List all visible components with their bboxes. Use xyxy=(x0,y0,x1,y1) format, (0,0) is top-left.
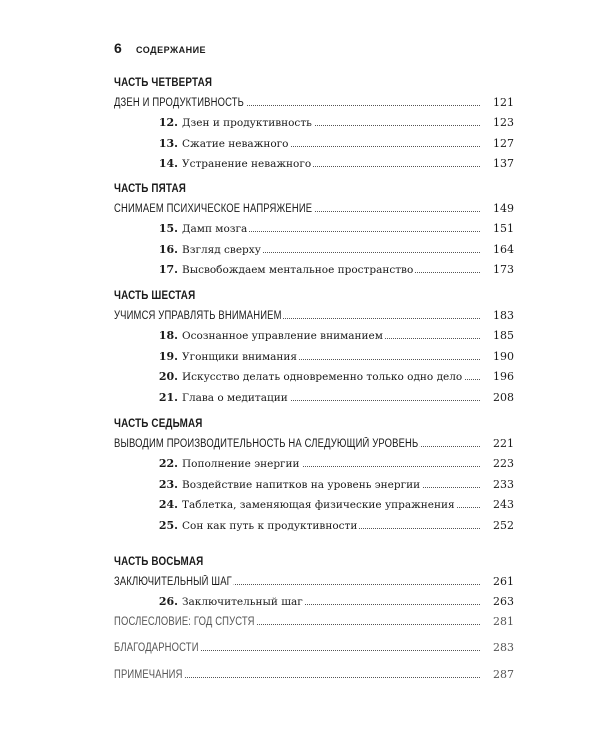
chapter-number: 26. xyxy=(158,595,178,608)
afterword-row[interactable] xyxy=(114,610,514,631)
chapter-number: 25. xyxy=(158,518,178,532)
chapter-row[interactable] xyxy=(114,345,514,366)
notes-row[interactable] xyxy=(114,663,514,684)
section-row[interactable] xyxy=(114,570,514,591)
chapter-row[interactable] xyxy=(114,591,514,612)
header-title: СОДЕРЖАНИЕ xyxy=(136,45,207,55)
chapter-label: Воздействие напитков на уровень энергии xyxy=(182,478,421,491)
chapter-row[interactable] xyxy=(114,238,514,259)
chapter-row[interactable] xyxy=(114,514,514,535)
page-ref: 173 xyxy=(493,263,514,276)
chapter-row[interactable] xyxy=(114,366,514,387)
section-row[interactable] xyxy=(114,91,514,112)
chapter-number: 14. xyxy=(158,157,178,170)
acknowledgements-row[interactable] xyxy=(114,637,514,658)
section-row[interactable] xyxy=(114,304,514,325)
chapter-number: 18. xyxy=(158,329,178,342)
section-label: УЧИМСЯ УПРАВЛЯТЬ ВНИМАНИЕМ xyxy=(114,309,282,322)
part-title: ЧАСТЬ ПЯТАЯ xyxy=(114,181,186,195)
part-title: ЧАСТЬ ЧЕТВЕРТАЯ xyxy=(114,75,213,89)
section-label: ЗАКЛЮЧИТЕЛЬНЫЙ ШАГ xyxy=(114,575,232,588)
chapter-row[interactable] xyxy=(114,325,514,346)
chapter-row[interactable] xyxy=(114,218,514,239)
chapter-label: Дзен и продуктивность xyxy=(182,117,312,129)
chapter-label: Осознанное управление вниманием xyxy=(182,330,383,342)
chapter-row[interactable] xyxy=(114,494,514,515)
page-ref: 263 xyxy=(493,595,514,608)
chapter-label: Устранение неважного xyxy=(182,158,312,170)
chapter-number: 24. xyxy=(158,498,178,511)
chapter-label: Пополнение энергии xyxy=(182,458,300,470)
page-ref: 164 xyxy=(493,242,514,256)
chapter-number: 16. xyxy=(158,242,178,256)
page-ref: 281 xyxy=(493,614,514,628)
part-8 xyxy=(114,553,514,611)
chapter-number: 19. xyxy=(158,349,178,363)
chapter-row[interactable] xyxy=(114,259,514,280)
chapter-label: Сжатие неважного xyxy=(182,137,289,150)
part-5 xyxy=(114,180,514,279)
part-title: ЧАСТЬ ВОСЬМАЯ xyxy=(114,554,204,568)
page-ref: 127 xyxy=(493,136,514,150)
page-ref: 261 xyxy=(493,574,514,588)
page-ref: 137 xyxy=(493,157,514,170)
page-ref: 121 xyxy=(493,95,514,109)
back-matter xyxy=(114,610,514,684)
page-ref: 123 xyxy=(493,116,514,129)
part-7 xyxy=(114,415,514,535)
page-ref: 183 xyxy=(493,308,514,322)
section-label: ПРИМЕЧАНИЯ xyxy=(114,668,183,681)
section-row[interactable] xyxy=(114,432,514,453)
chapter-label: Глава о медитации xyxy=(182,391,288,404)
section-label: ПОСЛЕСЛОВИЕ: ГОД СПУСТЯ xyxy=(114,615,255,628)
page-ref: 283 xyxy=(493,641,514,654)
chapter-number: 17. xyxy=(158,263,178,276)
page-header xyxy=(114,40,206,54)
section-label: ВЫВОДИМ ПРОИЗВОДИТЕЛЬНОСТЬ НА СЛЕДУЮЩИЙ УРОВЕНЬ xyxy=(114,437,419,450)
chapter-row[interactable] xyxy=(114,112,514,133)
page-ref: 243 xyxy=(493,498,514,511)
section-label: СНИМАЕМ ПСИХИЧЕСКОЕ НАПРЯЖЕНИЕ xyxy=(114,202,313,215)
chapter-number: 12. xyxy=(158,116,178,129)
page-ref: 190 xyxy=(493,349,514,363)
page-ref: 185 xyxy=(493,329,514,342)
part-title: ЧАСТЬ ШЕСТАЯ xyxy=(114,288,196,302)
chapter-label: Дамп мозга xyxy=(182,223,248,235)
page-number: 6 xyxy=(114,40,122,56)
page-ref: 151 xyxy=(493,222,514,235)
page-ref: 252 xyxy=(493,518,514,532)
chapter-number: 15. xyxy=(158,222,178,235)
chapter-row[interactable] xyxy=(114,453,514,474)
chapter-label: Искусство делать одновременно только одно дело xyxy=(182,371,463,383)
chapter-label: Заключительный шаг xyxy=(182,596,303,608)
chapter-label: Сон как путь к продуктивности xyxy=(182,519,358,532)
part-title: ЧАСТЬ СЕДЬМАЯ xyxy=(114,416,203,430)
chapter-label: Угонщики внимания xyxy=(182,350,298,363)
chapter-row[interactable] xyxy=(114,132,514,153)
page-ref: 221 xyxy=(493,436,514,450)
page-ref: 208 xyxy=(493,390,514,404)
page-ref: 233 xyxy=(493,477,514,491)
page-ref: 196 xyxy=(493,370,514,383)
section-label: ДЗЕН И ПРОДУКТИВНОСТЬ xyxy=(114,96,245,109)
chapter-label: Взгляд сверху xyxy=(182,243,261,256)
page-ref: 223 xyxy=(493,457,514,470)
chapter-label: Таблетка, заменяющая физические упражнения xyxy=(182,499,455,511)
page-ref: 149 xyxy=(493,201,514,215)
part-6 xyxy=(114,287,514,407)
chapter-label: Высвобождаем ментальное пространство xyxy=(182,264,414,276)
chapter-number: 13. xyxy=(158,136,178,150)
page-ref: 287 xyxy=(493,667,514,681)
chapter-number: 23. xyxy=(158,477,178,491)
section-label: БЛАГОДАРНОСТИ xyxy=(114,642,199,654)
chapter-number: 21. xyxy=(158,390,178,404)
chapter-row[interactable] xyxy=(114,386,514,407)
section-row[interactable] xyxy=(114,197,514,218)
chapter-number: 20. xyxy=(158,370,178,383)
part-4 xyxy=(114,74,514,173)
chapter-row[interactable] xyxy=(114,153,514,174)
chapter-row[interactable] xyxy=(114,473,514,494)
chapter-number: 22. xyxy=(158,457,178,470)
